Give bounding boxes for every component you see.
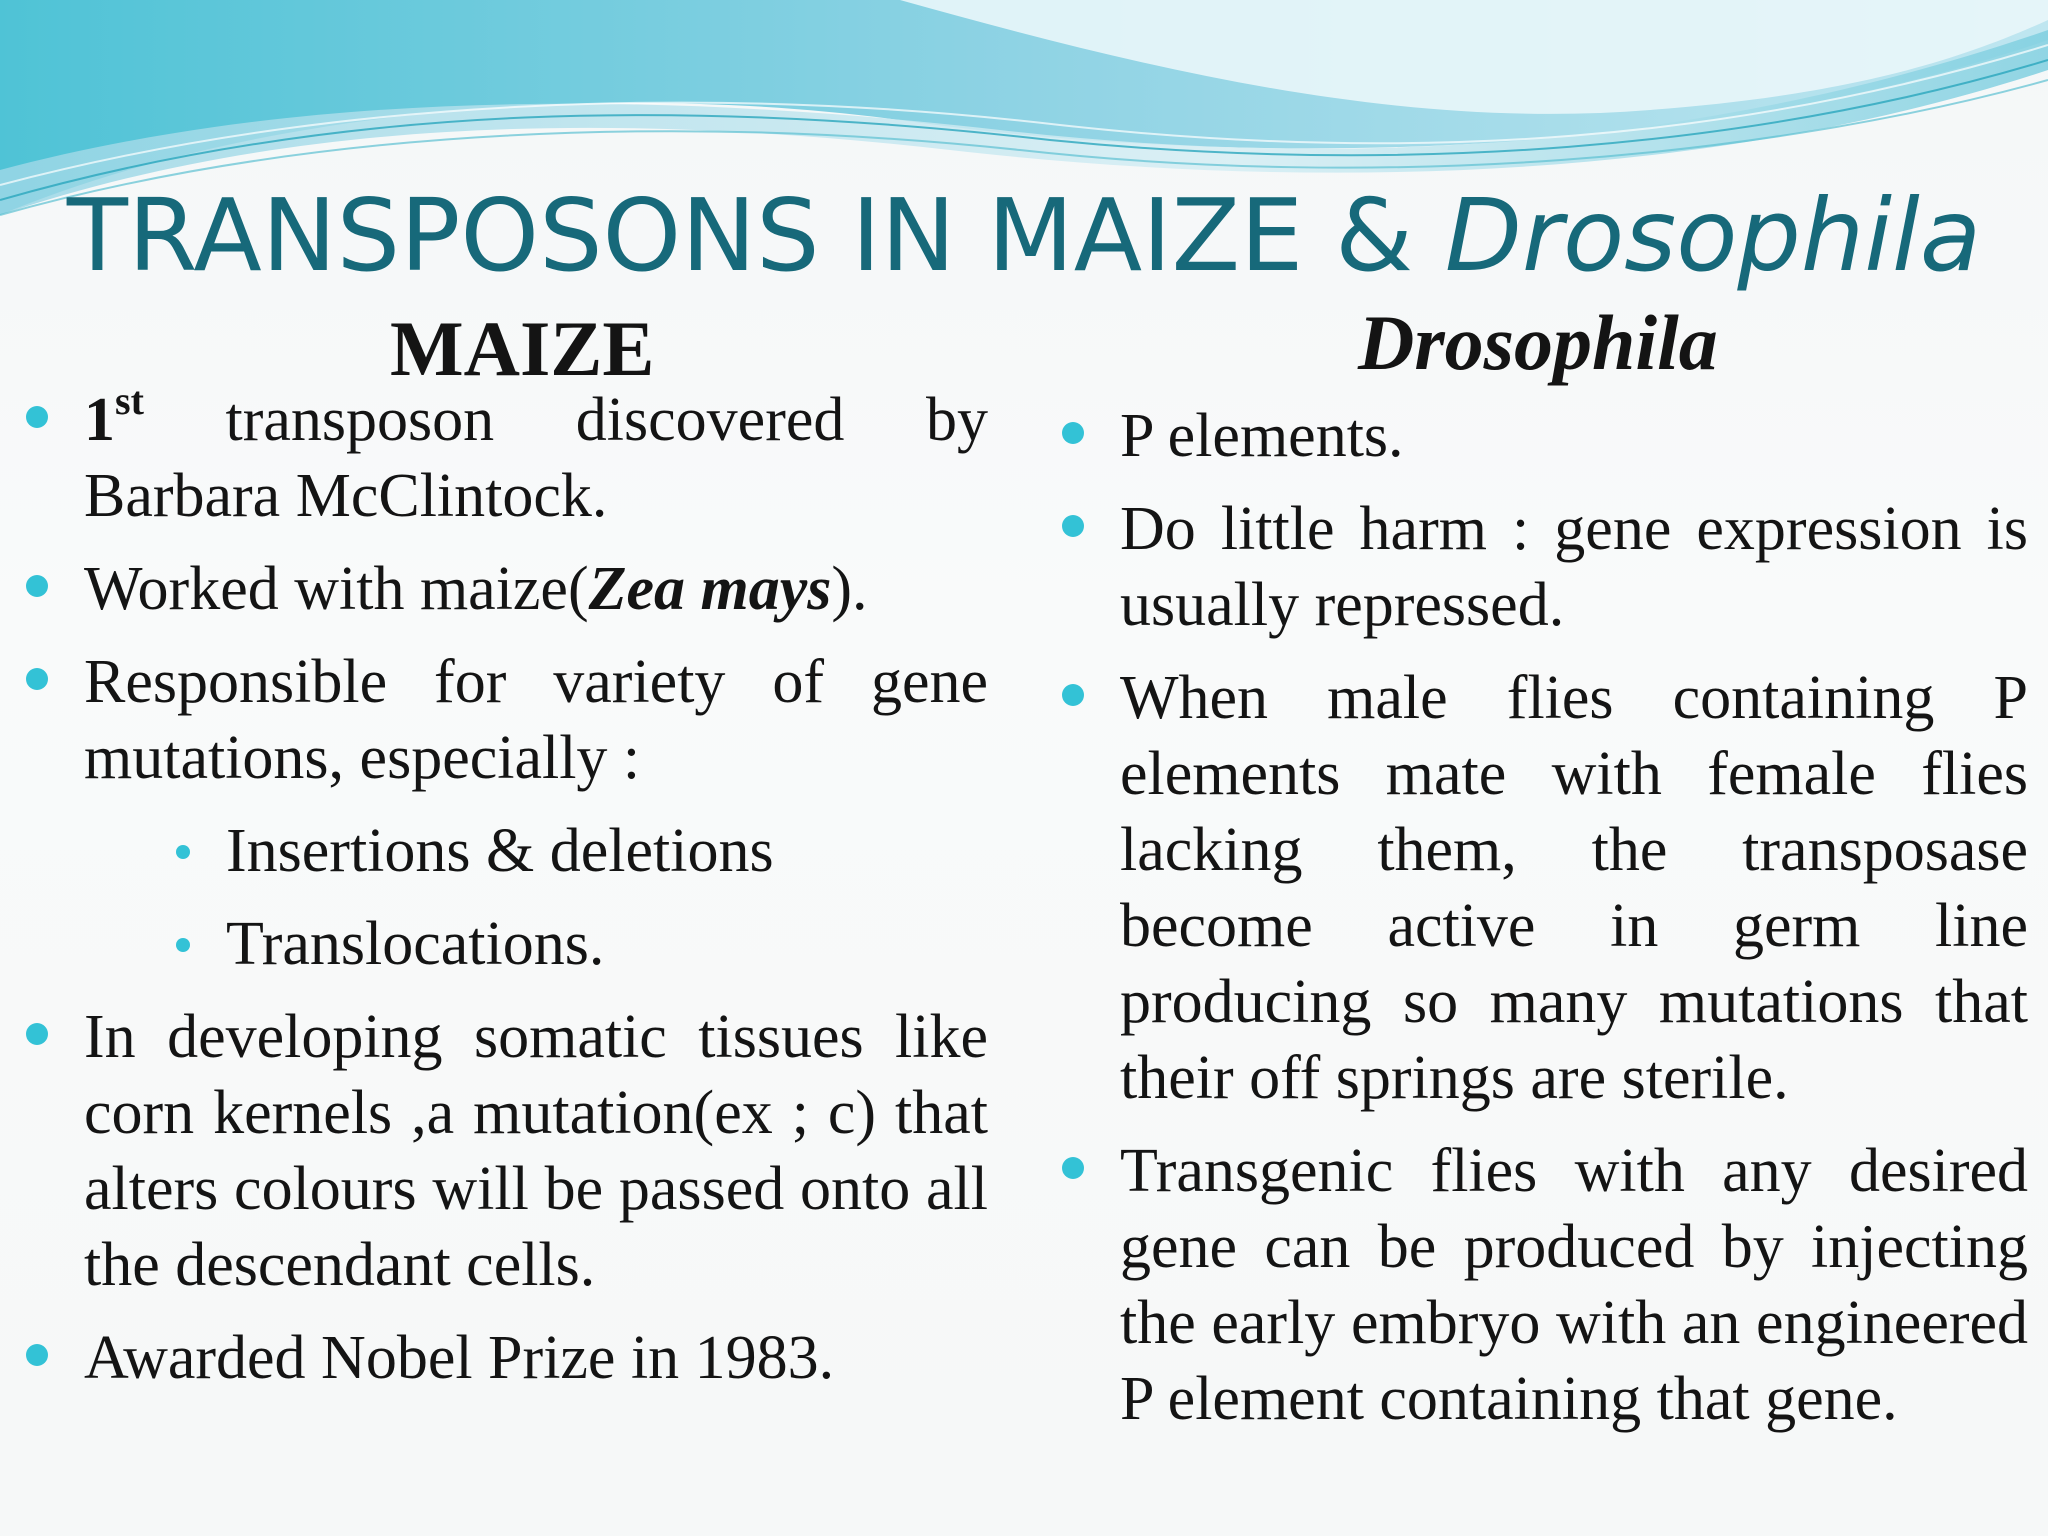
drosophila-column	[1062, 398, 2028, 1454]
item-text: When male flies containing P elements mate with female flies lacking them, the transposase become active in germ line producing so many mutations that their off springs are sterile.	[1120, 664, 2028, 1112]
bullet-icon	[1062, 422, 1084, 444]
sub-bullet-icon	[176, 938, 190, 952]
bullet-icon	[26, 668, 48, 690]
bullet-icon	[1062, 684, 1084, 706]
list-item	[1062, 398, 2028, 474]
item-text: Translocations.	[226, 910, 605, 978]
list-item	[26, 378, 988, 534]
sub-list-item	[26, 906, 988, 982]
maize-heading: MAIZE	[390, 305, 655, 392]
list-item	[1062, 1133, 2028, 1437]
item-text: ).	[831, 555, 868, 623]
item-text: Insertions & deletions	[226, 817, 774, 885]
ordinal-suffix: st	[115, 378, 144, 423]
list-item	[1062, 491, 2028, 643]
bullet-icon	[26, 575, 48, 597]
slide-title	[0, 176, 2048, 296]
bullet-icon	[1062, 515, 1084, 537]
bullet-icon	[26, 1344, 48, 1366]
item-text: Worked with maize(	[84, 555, 589, 623]
item-text: Do little harm : gene expression is usually repressed.	[1120, 495, 2028, 639]
list-item	[26, 644, 988, 796]
list-item	[1062, 660, 2028, 1116]
bullet-icon	[26, 1023, 48, 1045]
item-text: transposon discovered by Barbara McClintock.	[84, 386, 988, 530]
sub-list-item	[26, 813, 988, 889]
item-text: Transgenic flies with any desired gene can be produced by injecting the early embryo with an engineered P element containing that gene.	[1120, 1137, 2028, 1433]
list-item	[26, 551, 988, 627]
maize-column	[26, 378, 988, 1413]
item-text: In developing somatic tissues like corn kernels ,a mutation(ex ; c) that alters colours will be passed onto all the descendant cells.	[84, 1003, 988, 1299]
drosophila-heading: Drosophila	[1358, 299, 1718, 386]
title-italic: Drosophila	[1444, 177, 1982, 294]
list-item	[26, 999, 988, 1303]
title-main: TRANSPOSONS IN MAIZE &	[66, 177, 1445, 294]
list-item	[26, 1320, 988, 1396]
item-text: Awarded Nobel Prize in 1983.	[84, 1324, 835, 1392]
species-name: Zea mays	[588, 555, 832, 623]
item-text: P elements.	[1120, 402, 1404, 470]
bullet-icon	[1062, 1157, 1084, 1179]
item-text: Responsible for variety of gene mutations, especially :	[84, 648, 988, 792]
ordinal-number: 1	[84, 386, 115, 454]
bullet-icon	[26, 406, 48, 428]
sub-bullet-icon	[176, 845, 190, 859]
